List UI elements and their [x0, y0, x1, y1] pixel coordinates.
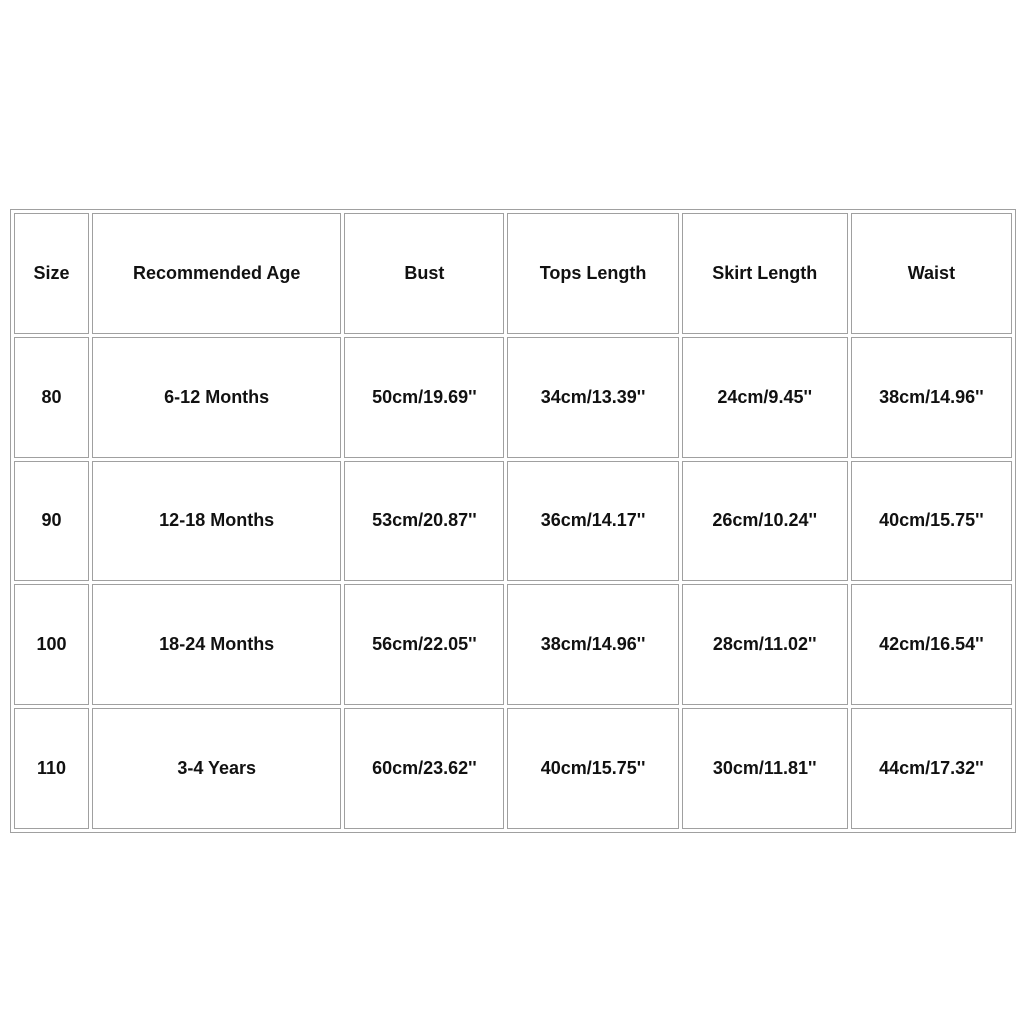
cell-bust: 56cm/22.05''	[344, 584, 504, 705]
cell-recommended-age: 18-24 Months	[92, 584, 341, 705]
table-row	[14, 584, 1012, 705]
cell-tops-length: 36cm/14.17''	[507, 461, 678, 582]
cell-tops-length: 38cm/14.96''	[507, 584, 678, 705]
cell-recommended-age: 12-18 Months	[92, 461, 341, 582]
table-row	[14, 461, 1012, 582]
cell-tops-length: 40cm/15.75''	[507, 708, 678, 829]
header-cell-size: Size	[14, 213, 89, 334]
cell-size: 110	[14, 708, 89, 829]
size-chart-table	[10, 209, 1016, 833]
cell-skirt-length: 24cm/9.45''	[682, 337, 848, 458]
cell-skirt-length: 26cm/10.24''	[682, 461, 848, 582]
cell-size: 80	[14, 337, 89, 458]
cell-size: 100	[14, 584, 89, 705]
table-row	[14, 708, 1012, 829]
cell-tops-length: 34cm/13.39''	[507, 337, 678, 458]
header-cell-bust: Bust	[344, 213, 504, 334]
cell-waist: 42cm/16.54''	[851, 584, 1012, 705]
cell-waist: 44cm/17.32''	[851, 708, 1012, 829]
cell-bust: 60cm/23.62''	[344, 708, 504, 829]
cell-size: 90	[14, 461, 89, 582]
header-cell-recommended-age: Recommended Age	[92, 213, 341, 334]
cell-bust: 50cm/19.69''	[344, 337, 504, 458]
cell-skirt-length: 28cm/11.02''	[682, 584, 848, 705]
table-row	[14, 337, 1012, 458]
header-cell-skirt-length: Skirt Length	[682, 213, 848, 334]
cell-bust: 53cm/20.87''	[344, 461, 504, 582]
cell-waist: 40cm/15.75''	[851, 461, 1012, 582]
cell-skirt-length: 30cm/11.81''	[682, 708, 848, 829]
cell-waist: 38cm/14.96''	[851, 337, 1012, 458]
cell-recommended-age: 6-12 Months	[92, 337, 341, 458]
header-cell-tops-length: Tops Length	[507, 213, 678, 334]
cell-recommended-age: 3-4 Years	[92, 708, 341, 829]
table-header-row	[14, 213, 1012, 334]
header-cell-waist: Waist	[851, 213, 1012, 334]
